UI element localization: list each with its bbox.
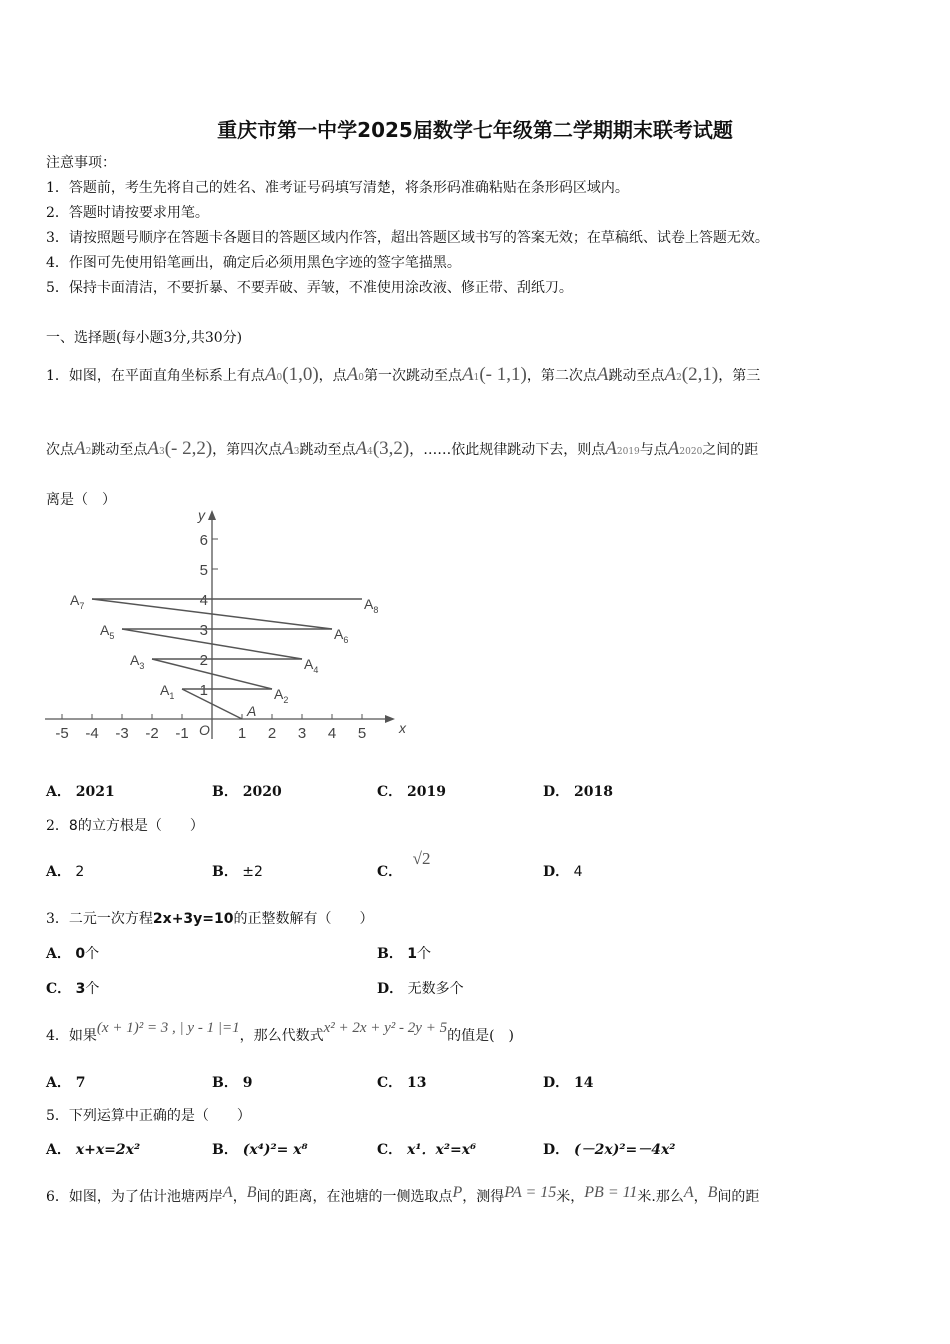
x-tick-label: 5 <box>357 725 367 742</box>
point-label-a1: $A_1$ <box>160 682 175 701</box>
notice-item: 1．答题前，考生先将自己的姓名、准考证号码填写清楚，将条形码准确粘贴在条形码区域内。 <box>46 180 629 196</box>
question-2: 2．8的立方根是（ ） <box>46 818 204 834</box>
x-tick-label: -4 <box>85 725 99 742</box>
y-tick-label: 3 <box>199 622 208 639</box>
y-tick-label: 2 <box>199 652 208 669</box>
option-c[interactable]: C． 2019 <box>377 784 446 800</box>
notice-item: 3．请按照题号顺序在答题卡各题目的答题区域内作答，超出答题区域书写的答案无效；在草稿纸、试卷上答题无效。 <box>46 230 769 246</box>
page-title: 重庆市第一中学2025届数学七年级第二学期期末联考试题 <box>217 118 733 142</box>
point-label-a: A <box>247 703 257 719</box>
x-axis-arrow <box>385 715 395 723</box>
point-label-a5: $A_5$ <box>100 622 115 641</box>
question-4: 4．如果(x + 1)² = 3 , | y - 1 |=1，那么代数式x² + 2x + y² - 2y + 5的值是( ) <box>46 1020 515 1044</box>
x-tick-label: 3 <box>297 725 307 742</box>
option-d[interactable]: D． (－2x)²=－4x² <box>543 1142 676 1158</box>
point-label-a7: $A_7$ <box>70 592 85 611</box>
option-a[interactable]: A． 2021 <box>46 784 115 800</box>
notice-item: 2．答题时请按要求用笔。 <box>46 205 209 221</box>
origin-label: O <box>199 722 210 738</box>
option-a[interactable]: A． 0个 <box>46 946 100 962</box>
option-d[interactable]: D． 14 <box>543 1075 594 1091</box>
option-b[interactable]: B． 9 <box>212 1075 253 1091</box>
option-b[interactable]: B． ±2 <box>212 864 263 880</box>
point-label-a6: $A_6$ <box>334 626 349 645</box>
x-tick-label: -5 <box>55 725 69 742</box>
question-1-line-1: 1．如图，在平面直角坐标系上有点A0(1,0)，点A0第一次跳动至点A1(- 1,1)，第二次点A跳动至点A2(2,1)，第三 <box>46 364 761 385</box>
point-label-a4: $A_4$ <box>304 656 319 675</box>
option-c[interactable]: C． x¹．x²=x⁶ <box>377 1142 477 1158</box>
y-tick-label: 5 <box>199 562 208 579</box>
y-tick-label: 1 <box>199 682 208 699</box>
x-axis-label: x <box>399 720 406 736</box>
option-a[interactable]: A． 7 <box>46 1075 86 1091</box>
y-axis-arrow <box>208 510 216 520</box>
option-c[interactable]: C． 3个 <box>46 981 100 997</box>
y-tick-label: 6 <box>199 532 208 549</box>
option-c[interactable]: C． √2 <box>377 849 431 880</box>
x-tick-label: -3 <box>115 725 129 742</box>
option-d[interactable]: D． 4 <box>543 864 583 880</box>
option-a[interactable]: A． 2 <box>46 864 85 880</box>
option-a[interactable]: A． x+x=2x² <box>46 1142 141 1158</box>
question-6: 6．如图，为了估计池塘两岸A，B间的距离，在池塘的一侧选取点P，测得PA = 15米，PB = 11米.那么A，B间的距 <box>46 1184 760 1205</box>
option-d[interactable]: D． 无数多个 <box>377 981 464 997</box>
question-1-line-3: 离是（ ） <box>46 492 116 508</box>
coordinate-graph <box>40 507 406 750</box>
option-c[interactable]: C． 13 <box>377 1075 427 1091</box>
option-b[interactable]: B． (x⁴)²= x⁸ <box>212 1142 308 1158</box>
notice-item: 4．作图可先使用铅笔画出，确定后必须用黑色字迹的签字笔描黑。 <box>46 255 461 271</box>
y-axis-label: y <box>198 507 205 523</box>
notice-item: 5．保持卡面清洁，不要折暴、不要弄破、弄皱，不准使用涂改液、修正带、刮纸刀。 <box>46 280 573 296</box>
option-b[interactable]: B． 2020 <box>212 784 282 800</box>
question-3: 3．二元一次方程2x+3y=10的正整数解有（ ） <box>46 911 374 927</box>
x-tick-label: 1 <box>237 725 247 742</box>
point-label-a2: $A_2$ <box>274 686 289 705</box>
y-tick-label: 4 <box>199 592 208 609</box>
question-1-line-2: 次点A2跳动至点A3(- 2,2)，第四次点A3跳动至点A4(3,2)，……依此规律跳动下去，则点A2019与点A2020之间的距 <box>46 438 759 459</box>
x-tick-label: -1 <box>175 725 189 742</box>
point-label-a3: $A_3$ <box>130 652 145 671</box>
notice-heading: 注意事项： <box>46 155 116 171</box>
option-d[interactable]: D． 2018 <box>543 784 613 800</box>
option-b[interactable]: B． 1个 <box>377 946 432 962</box>
x-tick-label: -2 <box>145 725 159 742</box>
section-heading: 一、选择题(每小题3分,共30分) <box>46 330 243 346</box>
x-tick-label: 2 <box>267 725 277 742</box>
question-5: 5．下列运算中正确的是（ ） <box>46 1108 251 1124</box>
x-tick-label: 4 <box>327 725 337 742</box>
point-label-a8: $A_8$ <box>364 596 379 615</box>
